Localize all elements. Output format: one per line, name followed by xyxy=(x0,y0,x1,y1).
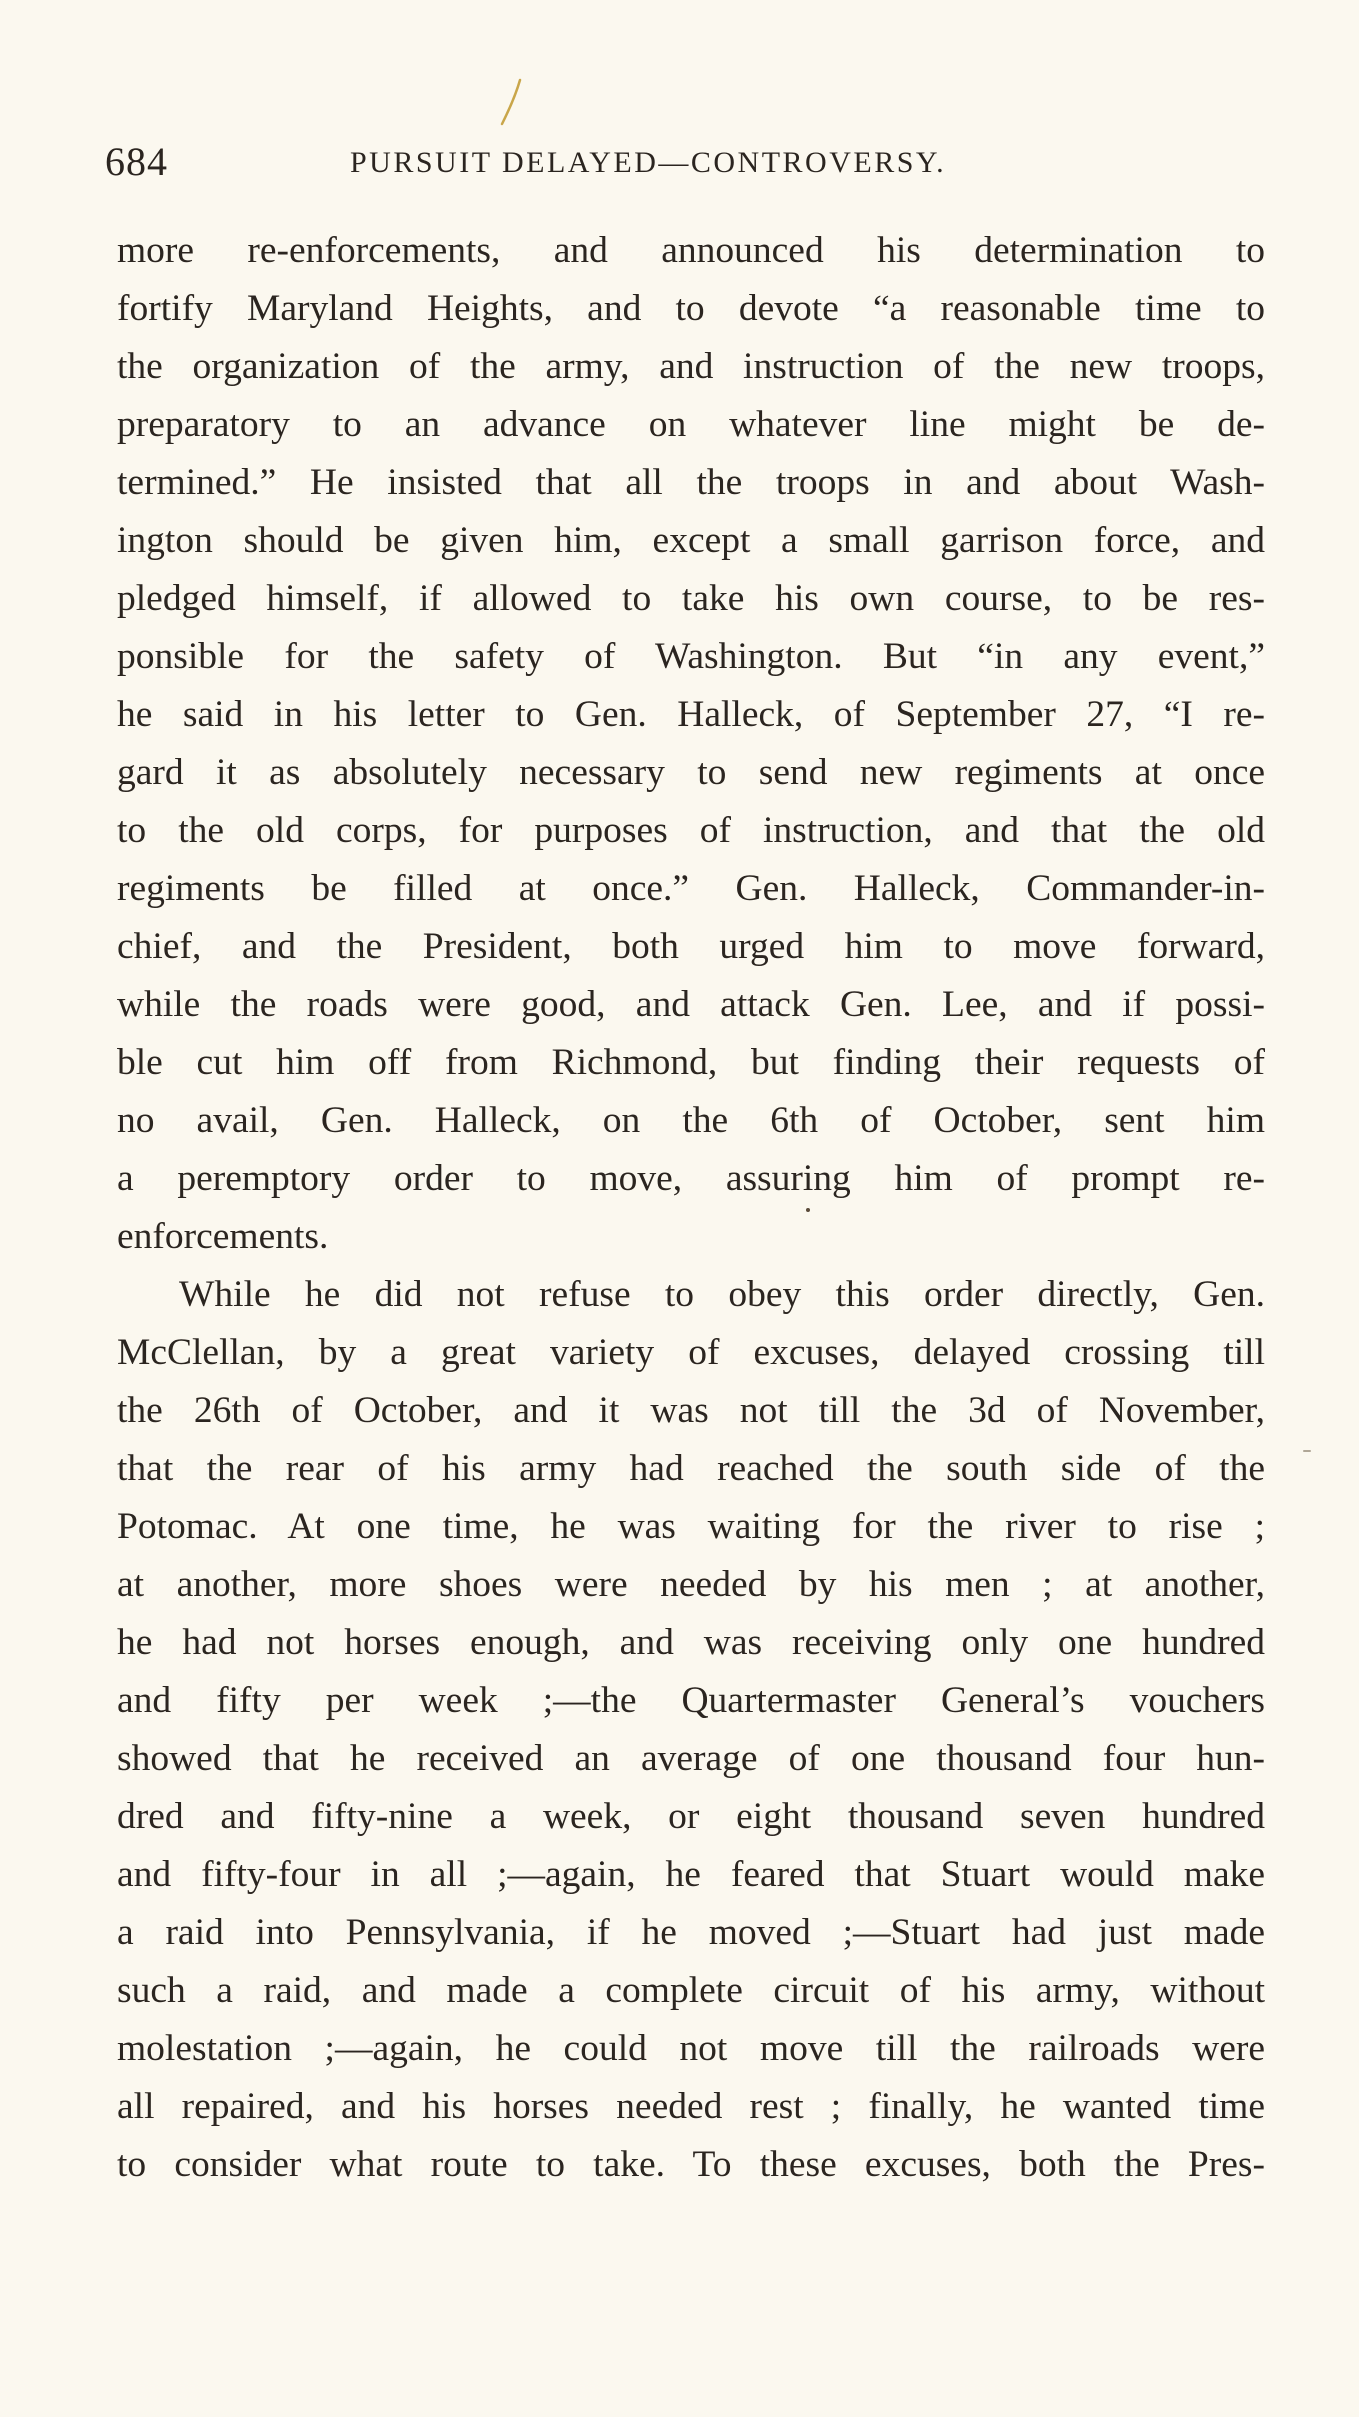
ink-speck xyxy=(806,1208,810,1212)
text-line: while the roads were good, and attack Gen. Lee, and if possi- xyxy=(117,984,1265,1025)
text-line: a peremptory order to move, assuring him of prompt re- xyxy=(117,1158,1265,1199)
text-line: at another, more shoes were needed by his men ; at another, xyxy=(117,1564,1265,1605)
text-line: ponsible for the safety of Washington. But “in any event,” xyxy=(117,636,1265,677)
pencil-mark-icon xyxy=(496,78,526,128)
text-line: enforcements. xyxy=(117,1216,329,1257)
text-line: Potomac. At one time, he was waiting for the river to rise ; xyxy=(117,1506,1265,1547)
text-line: gard it as absolutely necessary to send new regiments at once xyxy=(117,752,1265,793)
page-header xyxy=(105,138,1035,188)
running-head: PURSUIT DELAYED—CONTROVERSY. xyxy=(350,146,947,179)
text-line: the organization of the army, and instruction of the new troops, xyxy=(117,346,1265,387)
text-line: pledged himself, if allowed to take his own course, to be res- xyxy=(117,578,1265,619)
text-line: fortify Maryland Heights, and to devote “a reasonable time to xyxy=(117,288,1265,329)
page-number: 684 xyxy=(105,139,168,184)
text-line: chief, and the President, both urged him to move forward, xyxy=(117,926,1265,967)
text-line: ble cut him off from Richmond, but finding their requests of xyxy=(117,1042,1265,1083)
body-text xyxy=(117,222,1265,2194)
text-line: to consider what route to take. To these excuses, both the Pres- xyxy=(117,2144,1265,2185)
text-line: and fifty per week ;—the Quartermaster General’s vouchers xyxy=(117,1680,1265,1721)
text-line: the 26th of October, and it was not till the 3d of November, xyxy=(117,1390,1265,1431)
text-line: such a raid, and made a complete circuit of his army, without xyxy=(117,1970,1265,2011)
text-line: molestation ;—again, he could not move till the railroads were xyxy=(117,2028,1265,2069)
text-line: he had not horses enough, and was receiving only one hundred xyxy=(117,1622,1265,1663)
text-line: dred and fifty-nine a week, or eight thousand seven hundred xyxy=(117,1796,1265,1837)
text-line: ington should be given him, except a small garrison force, and xyxy=(117,520,1265,561)
text-line: McClellan, by a great variety of excuses, delayed crossing till xyxy=(117,1332,1265,1373)
text-line: no avail, Gen. Halleck, on the 6th of October, sent him xyxy=(117,1100,1265,1141)
text-line: he said in his letter to Gen. Halleck, of September 27, “I re- xyxy=(117,694,1265,735)
ink-speck xyxy=(1303,1450,1311,1452)
text-line: regiments be filled at once.” Gen. Halleck, Commander-in- xyxy=(117,868,1265,909)
text-line: showed that he received an average of one thousand four hun- xyxy=(117,1738,1265,1779)
text-line: more re-enforcements, and announced his determination to xyxy=(117,230,1265,271)
text-line: While he did not refuse to obey this order directly, Gen. xyxy=(179,1274,1265,1315)
text-line: to the old corps, for purposes of instruction, and that the old xyxy=(117,810,1265,851)
text-line: that the rear of his army had reached the south side of the xyxy=(117,1448,1265,1489)
text-line: all repaired, and his horses needed rest ; finally, he wanted time xyxy=(117,2086,1265,2127)
paragraph xyxy=(117,1266,1265,2194)
text-line: a raid into Pennsylvania, if he moved ;—Stuart had just made xyxy=(117,1912,1265,1953)
text-line: and fifty-four in all ;—again, he feared that Stuart would make xyxy=(117,1854,1265,1895)
text-line: termined.” He insisted that all the troops in and about Wash- xyxy=(117,462,1265,503)
text-line: preparatory to an advance on whatever line might be de- xyxy=(117,404,1265,445)
paragraph xyxy=(117,222,1265,1266)
